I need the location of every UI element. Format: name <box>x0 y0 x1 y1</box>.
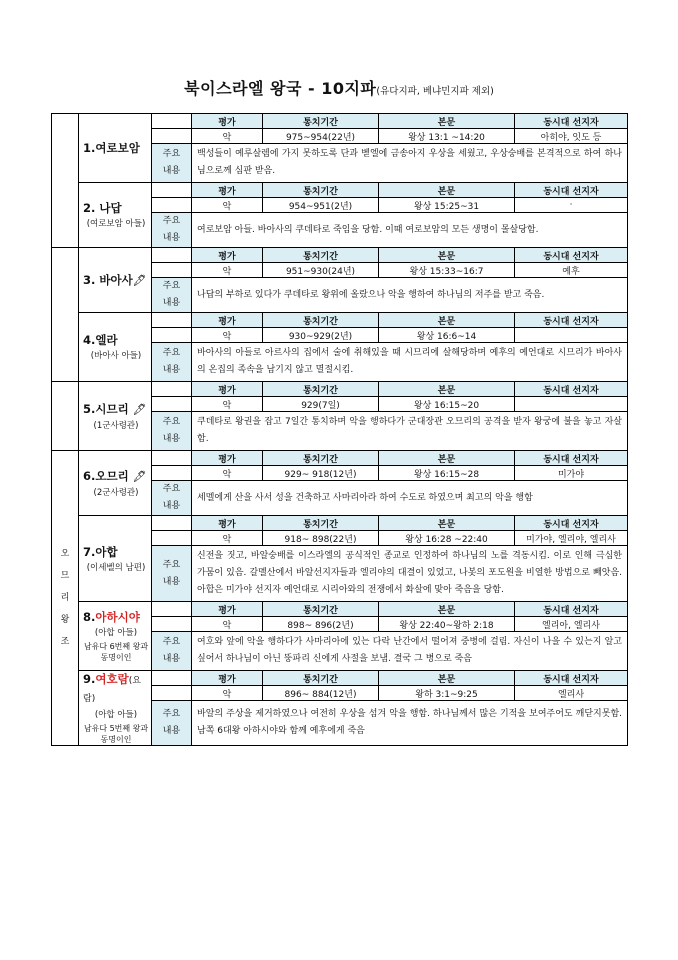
label-main2: 내용 <box>162 233 181 243</box>
king-2-desc: 여로보암 아들. 바아사의 쿠데타로 죽임을 당함. 이때 여로보암의 모든 생명이 몰살당함. <box>192 213 628 248</box>
king-1-prophet: 아히야, 잇도 등 <box>515 129 628 144</box>
label-main2: 내용 <box>162 726 181 736</box>
label-main2: 내용 <box>162 166 181 176</box>
king-1-blank <box>152 129 192 144</box>
label-main1: 주요 <box>162 637 181 647</box>
label-main1: 주요 <box>162 281 181 291</box>
king-8-prophet: 엘리아, 엘리사 <box>515 617 628 632</box>
sword-icon: 🖋 <box>132 469 147 483</box>
label-main2: 내용 <box>162 434 181 444</box>
king-7-text: 왕상 16:28 ~22:40 <box>379 531 515 546</box>
king-7-period: 918~ 898(22년) <box>263 531 379 546</box>
king-6-note: (2군사령관) <box>93 487 139 498</box>
king-5-header-blank <box>152 382 192 397</box>
page-title-main: 북이스라엘 왕국 - 10지파 <box>184 79 377 98</box>
king-2-header-period: 통치기간 <box>263 183 379 198</box>
king-8-note-2: 남유다 6번째 왕과 동명이인 <box>83 642 149 662</box>
king-1-name: 1.여로보암 <box>83 141 140 155</box>
king-5-desc: 쿠데타로 왕권을 잡고 7일간 통치하며 악을 행하다가 군대장관 오므리의 공격을 받자 왕궁에 불을 놓고 자살함. <box>192 412 628 451</box>
king-5-header-row <box>52 382 628 397</box>
king-4-note: (바아사 아들) <box>90 351 142 361</box>
king-8-header-rating: 평가 <box>192 602 263 617</box>
king-4-desc: 바아사의 아들로 아르사의 집에서 술에 취해있을 때 시므리에 살해당하며 예후의 예언대로 시므리가 바아사의 온집의 족속을 남기지 않고 멸절시킴. <box>192 343 628 382</box>
king-3-header-rating: 평가 <box>192 248 263 263</box>
king-4-header-blank <box>152 313 192 328</box>
king-5-blank <box>152 397 192 412</box>
king-9-name: 여호람 <box>95 672 129 686</box>
king-9-header-row <box>52 671 628 686</box>
king-2-header-text: 본문 <box>379 183 515 198</box>
king-4-period: 930~929(2년) <box>263 328 379 343</box>
king-8-name-num: 8. <box>83 610 96 624</box>
king-2-header-blank <box>152 183 192 198</box>
dynasty-cell-empty-1 <box>52 114 79 248</box>
king-7-rating: 악 <box>192 531 263 546</box>
king-7-header-row <box>52 516 628 531</box>
king-1-rating: 악 <box>192 129 263 144</box>
king-2-header-prophet: 동시대 선지자 <box>515 183 628 198</box>
king-9-header-text: 본문 <box>379 671 515 686</box>
king-2-text: 왕상 15:25~31 <box>379 198 515 213</box>
king-1-header-period: 통치기간 <box>263 114 379 129</box>
page-title-sub: (유다지파, 베냐민지파 제외) <box>376 86 494 97</box>
king-9-desc: 바알의 주상을 제거하였으나 여전히 우상을 섬겨 악을 행함. 하나님께서 많은 기적을 보여주어도 깨닫지못함. 남쪽 6대왕 아하시야와 함께 예후에게 죽음 <box>192 701 628 746</box>
king-1-name-cell <box>79 114 152 183</box>
king-7-header-rating: 평가 <box>192 516 263 531</box>
king-7-note: (이세벨의 남편) <box>86 562 146 573</box>
king-6-header-text: 본문 <box>379 451 515 466</box>
king-7-name: 7.아합 <box>83 544 118 559</box>
king-4-header-period: 통치기간 <box>263 313 379 328</box>
king-1-header-blank <box>152 114 192 129</box>
king-4-prophet <box>515 328 628 343</box>
king-7-prophet: 미가야, 엘리야, 엘리사 <box>515 531 628 546</box>
dynasty-char-2: 므 <box>60 571 70 581</box>
king-2-blank <box>152 198 192 213</box>
king-4-main-label <box>152 343 192 382</box>
king-6-prophet: 미가야 <box>515 466 628 481</box>
king-6-header-rating: 평가 <box>192 451 263 466</box>
king-2-header-row <box>52 183 628 198</box>
king-6-period: 929~ 918(12년) <box>263 466 379 481</box>
king-8-rating: 악 <box>192 617 263 632</box>
king-8-header-row <box>52 602 628 617</box>
king-1-period: 975~954(22년) <box>263 129 379 144</box>
label-main2: 내용 <box>162 365 181 375</box>
king-1-main-label <box>152 144 192 183</box>
king-5-main-label <box>152 412 192 451</box>
dynasty-char-4: 왕 <box>60 615 70 625</box>
label-main1: 주요 <box>162 709 181 719</box>
label-main2: 내용 <box>162 501 181 511</box>
king-5-header-prophet: 동시대 선지자 <box>515 382 628 397</box>
king-7-blank <box>152 531 192 546</box>
king-9-text: 왕하 3:1~9:25 <box>379 686 515 701</box>
king-6-header-row <box>52 451 628 466</box>
king-1-header-rating: 평가 <box>192 114 263 129</box>
king-2-header-rating: 평가 <box>192 183 263 198</box>
king-3-rating: 악 <box>192 263 263 278</box>
king-2-rating: 악 <box>192 198 263 213</box>
king-4-text: 왕상 16:6~14 <box>379 328 515 343</box>
king-8-name-cell <box>79 602 152 671</box>
king-6-header-period: 통치기간 <box>263 451 379 466</box>
king-5-header-period: 통치기간 <box>263 382 379 397</box>
king-3-desc: 나답의 부하로 있다가 쿠데타로 왕위에 올랐으나 악을 행하여 하나님의 저주를 받고 죽음. <box>192 278 628 313</box>
king-3-name: 3. 바아사 <box>83 272 133 287</box>
king-8-name: 아하시야 <box>95 610 140 624</box>
sword-icon: 🖋 <box>132 273 147 287</box>
king-9-name-cell <box>79 671 152 746</box>
king-6-name-cell <box>79 451 152 516</box>
king-3-blank <box>152 263 192 278</box>
page-title <box>0 76 678 99</box>
king-5-name-cell <box>79 382 152 451</box>
king-8-header-period: 통치기간 <box>263 602 379 617</box>
king-3-header-text: 본문 <box>379 248 515 263</box>
king-2-period: 954~951(2년) <box>263 198 379 213</box>
king-1-desc: 백성들이 예루살렘에 가지 못하도록 단과 벧엘에 금송아지 우상을 세웠고, 우상숭배를 본격적으로 하여 하나님으로께 심판 받음. <box>192 144 628 183</box>
king-8-period: 898~ 896(2년) <box>263 617 379 632</box>
king-3-main-label <box>152 278 192 313</box>
dynasty-char-3: 리 <box>60 593 70 603</box>
king-7-name-cell <box>79 516 152 602</box>
king-3-name-cell <box>79 248 152 313</box>
king-6-text: 왕상 16:15~28 <box>379 466 515 481</box>
king-9-note: (아합 아들) <box>94 710 138 720</box>
king-7-header-blank <box>152 516 192 531</box>
king-6-name: 6.오므리 <box>83 468 129 483</box>
king-7-header-text: 본문 <box>379 516 515 531</box>
king-5-rating: 악 <box>192 397 263 412</box>
king-5-note: (1군사령관) <box>93 420 139 431</box>
king-5-period: 929(7일) <box>263 397 379 412</box>
king-9-main-label <box>152 701 192 746</box>
king-3-header-prophet: 동시대 선지자 <box>515 248 628 263</box>
king-3-text: 왕상 15:33~16:7 <box>379 263 515 278</box>
label-main1: 주요 <box>162 216 181 226</box>
king-9-header-period: 통치기간 <box>263 671 379 686</box>
dynasty-cell-empty-3 <box>52 382 79 451</box>
king-9-blank <box>152 686 192 701</box>
king-5-prophet <box>515 397 628 412</box>
king-7-header-prophet: 동시대 선지자 <box>515 516 628 531</box>
king-4-rating: 악 <box>192 328 263 343</box>
king-4-name: 4.엘라 <box>83 333 118 347</box>
king-6-main-label <box>152 481 192 516</box>
king-4-name-cell <box>79 313 152 382</box>
label-main2: 내용 <box>162 298 181 308</box>
king-9-name-suffix: (요람) <box>83 676 141 704</box>
king-8-blank <box>152 617 192 632</box>
king-4-blank <box>152 328 192 343</box>
label-main1: 주요 <box>162 348 181 358</box>
king-3-period: 951~930(24년) <box>263 263 379 278</box>
king-4-header-rating: 평가 <box>192 313 263 328</box>
king-3-header-row <box>52 248 628 263</box>
king-1-header-row <box>52 114 628 129</box>
label-main1: 주요 <box>162 484 181 494</box>
king-6-header-prophet: 동시대 선지자 <box>515 451 628 466</box>
king-8-text: 왕상 22:40~왕하 2:18 <box>379 617 515 632</box>
king-4-header-row <box>52 313 628 328</box>
dynasty-omri-cell <box>52 451 79 746</box>
king-3-prophet: 예후 <box>515 263 628 278</box>
kings-table <box>51 113 628 746</box>
king-8-header-prophet: 동시대 선지자 <box>515 602 628 617</box>
king-9-rating: 악 <box>192 686 263 701</box>
king-7-main-label <box>152 546 192 602</box>
king-9-period: 896~ 884(12년) <box>263 686 379 701</box>
king-2-prophet: · <box>515 198 628 213</box>
king-4-header-text: 본문 <box>379 313 515 328</box>
king-2-main-label <box>152 213 192 248</box>
dynasty-char-1: 오 <box>60 549 70 559</box>
king-2-name-cell <box>79 183 152 248</box>
king-1-header-prophet: 동시대 선지자 <box>515 114 628 129</box>
label-main1: 주요 <box>162 417 181 427</box>
king-8-main-label <box>152 632 192 671</box>
label-main2: 내용 <box>162 576 181 587</box>
king-8-note: (아합 아들) <box>94 628 138 638</box>
king-1-text: 왕상 13:1 ~14:20 <box>379 129 515 144</box>
king-1-header-text: 본문 <box>379 114 515 129</box>
king-9-name-num: 9. <box>83 672 96 686</box>
king-8-header-text: 본문 <box>379 602 515 617</box>
king-7-header-period: 통치기간 <box>263 516 379 531</box>
king-2-note: (여로보암 아들) <box>86 219 146 229</box>
label-main1: 주요 <box>162 149 181 159</box>
king-9-note-2: 남유다 5번째 왕과 동명이인 <box>83 724 149 744</box>
king-3-header-blank <box>152 248 192 263</box>
king-9-header-prophet: 동시대 선지자 <box>515 671 628 686</box>
king-5-header-text: 본문 <box>379 382 515 397</box>
dynasty-char-5: 조 <box>60 637 70 647</box>
king-9-prophet: 엘리사 <box>515 686 628 701</box>
king-6-rating: 악 <box>192 466 263 481</box>
king-8-header-blank <box>152 602 192 617</box>
king-5-text: 왕상 16:15~20 <box>379 397 515 412</box>
king-6-desc: 세멜에게 산을 사서 성을 건축하고 사마리아라 하여 수도로 하였으며 최고의 악을 행함 <box>192 481 628 516</box>
king-8-desc: 여호와 앞에 악을 행하다가 사마리아에 있는 다락 난간에서 떨어져 중병에 걸림. 자신이 나을 수 있는지 알고 싶어서 하나님이 아닌 뚱파리 신에게 사절을 보냄. 결국 그 병으로 죽음 <box>192 632 628 671</box>
dynasty-cell-empty-2 <box>52 248 79 382</box>
king-9-header-rating: 평가 <box>192 671 263 686</box>
king-9-header-blank <box>152 671 192 686</box>
king-4-header-prophet: 동시대 선지자 <box>515 313 628 328</box>
king-6-blank <box>152 466 192 481</box>
label-main2: 내용 <box>162 654 181 664</box>
king-7-desc: 신전을 짓고, 바알숭배를 이스라엘의 공식적인 종교로 인정하여 하나님의 노를 격동시킴. 이로 인해 극심한 가뭄이 있음. 갈멜산에서 바알선지자들과 엘리야의 대결이 있었고, 나봇의 포도원을 비열한 방법으로 빼앗음. 아합은 미가야 선지자 예언대로 시리아와의 전쟁에서 화살에 맞아 죽음을 당함. <box>192 546 628 602</box>
king-5-name: 5.시므리 <box>83 401 129 416</box>
label-main1: 주요 <box>162 559 181 570</box>
sword-icon: 🖋 <box>132 402 147 416</box>
king-5-header-rating: 평가 <box>192 382 263 397</box>
king-3-header-period: 통치기간 <box>263 248 379 263</box>
king-2-name: 2. 나답 <box>83 201 122 215</box>
king-6-header-blank <box>152 451 192 466</box>
